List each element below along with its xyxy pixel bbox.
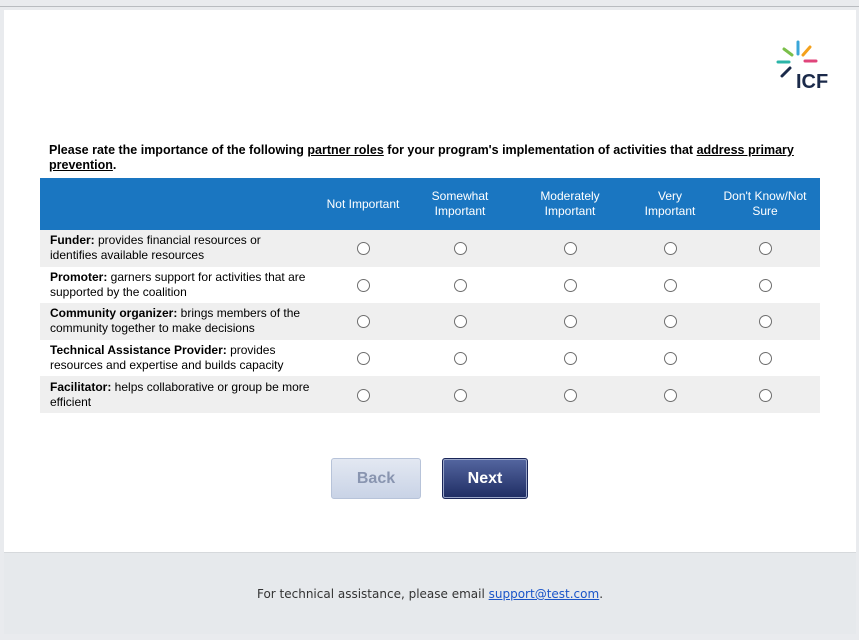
- row-label: [40, 303, 316, 340]
- table-row: [40, 340, 820, 377]
- column-header: Not Important: [316, 178, 410, 230]
- radio-button[interactable]: [759, 315, 772, 328]
- table-row: [40, 376, 820, 413]
- column-header: Somewhat Important: [410, 178, 510, 230]
- radio-button[interactable]: [357, 315, 370, 328]
- row-description: garners support for activities that are supported by the coalition: [50, 269, 306, 299]
- row-description: helps collaborative or group be more efficient: [50, 379, 310, 409]
- row-description: provides financial resources or identifies available resources: [50, 233, 261, 263]
- row-label: [40, 230, 316, 267]
- radio-button[interactable]: [564, 315, 577, 328]
- radio-button[interactable]: [454, 315, 467, 328]
- question-term-partner-roles: partner roles: [307, 143, 384, 157]
- radio-button[interactable]: [564, 389, 577, 402]
- radio-button[interactable]: [564, 279, 577, 292]
- radio-button[interactable]: [454, 242, 467, 255]
- question-prefix: Please rate the importance of the following: [49, 143, 308, 157]
- grid-header-row: [40, 178, 820, 230]
- radio-button[interactable]: [759, 279, 772, 292]
- row-label: [40, 267, 316, 304]
- row-label: [40, 376, 316, 413]
- top-divider: [0, 6, 859, 7]
- question-text: [49, 143, 819, 173]
- radio-button[interactable]: [357, 389, 370, 402]
- radio-button[interactable]: [664, 279, 677, 292]
- radio-button[interactable]: [454, 389, 467, 402]
- radio-button[interactable]: [454, 279, 467, 292]
- radio-button[interactable]: [357, 352, 370, 365]
- row-description: brings members of the community together to make decisions: [50, 306, 301, 336]
- table-row: [40, 267, 820, 304]
- radio-button[interactable]: [454, 352, 467, 365]
- footer-text: [4, 587, 856, 601]
- footer-message: For technical assistance, please email: [256, 587, 489, 601]
- next-button[interactable]: Next: [442, 458, 528, 499]
- radio-button[interactable]: [759, 389, 772, 402]
- rating-grid: [40, 178, 820, 413]
- footer: [4, 552, 856, 634]
- table-row: [40, 230, 820, 267]
- column-header: Don't Know/Not Sure: [710, 178, 820, 230]
- row-term: Technical Assistance Provider:: [50, 343, 227, 358]
- column-header: Very Important: [630, 178, 710, 230]
- radio-button[interactable]: [759, 242, 772, 255]
- row-description: provides resources and expertise and builds capacity: [50, 343, 284, 373]
- radio-button[interactable]: [664, 242, 677, 255]
- icf-logo: [770, 38, 842, 94]
- table-row: [40, 303, 820, 340]
- back-button[interactable]: Back: [331, 458, 421, 499]
- support-email-link[interactable]: support@test.com: [488, 587, 600, 601]
- radio-button[interactable]: [664, 352, 677, 365]
- row-term: Facilitator:: [50, 379, 112, 394]
- grid-header-blank: [40, 178, 316, 230]
- radio-button[interactable]: [759, 352, 772, 365]
- column-header: Moderately Important: [510, 178, 630, 230]
- logo-text: ICF: [796, 71, 829, 93]
- row-term: Funder:: [50, 233, 95, 248]
- question-middle: for your program's implementation of activities that: [383, 143, 697, 157]
- radio-button[interactable]: [564, 242, 577, 255]
- footer-suffix: .: [599, 587, 604, 601]
- row-term: Promoter:: [50, 269, 108, 284]
- question-suffix: .: [112, 158, 117, 172]
- row-label: [40, 340, 316, 377]
- row-term: Community organizer:: [50, 306, 178, 321]
- radio-button[interactable]: [664, 315, 677, 328]
- radio-button[interactable]: [564, 352, 577, 365]
- question-term-primary-prevention: address primary prevention: [49, 143, 794, 172]
- radio-button[interactable]: [357, 242, 370, 255]
- radio-button[interactable]: [357, 279, 370, 292]
- radio-button[interactable]: [664, 389, 677, 402]
